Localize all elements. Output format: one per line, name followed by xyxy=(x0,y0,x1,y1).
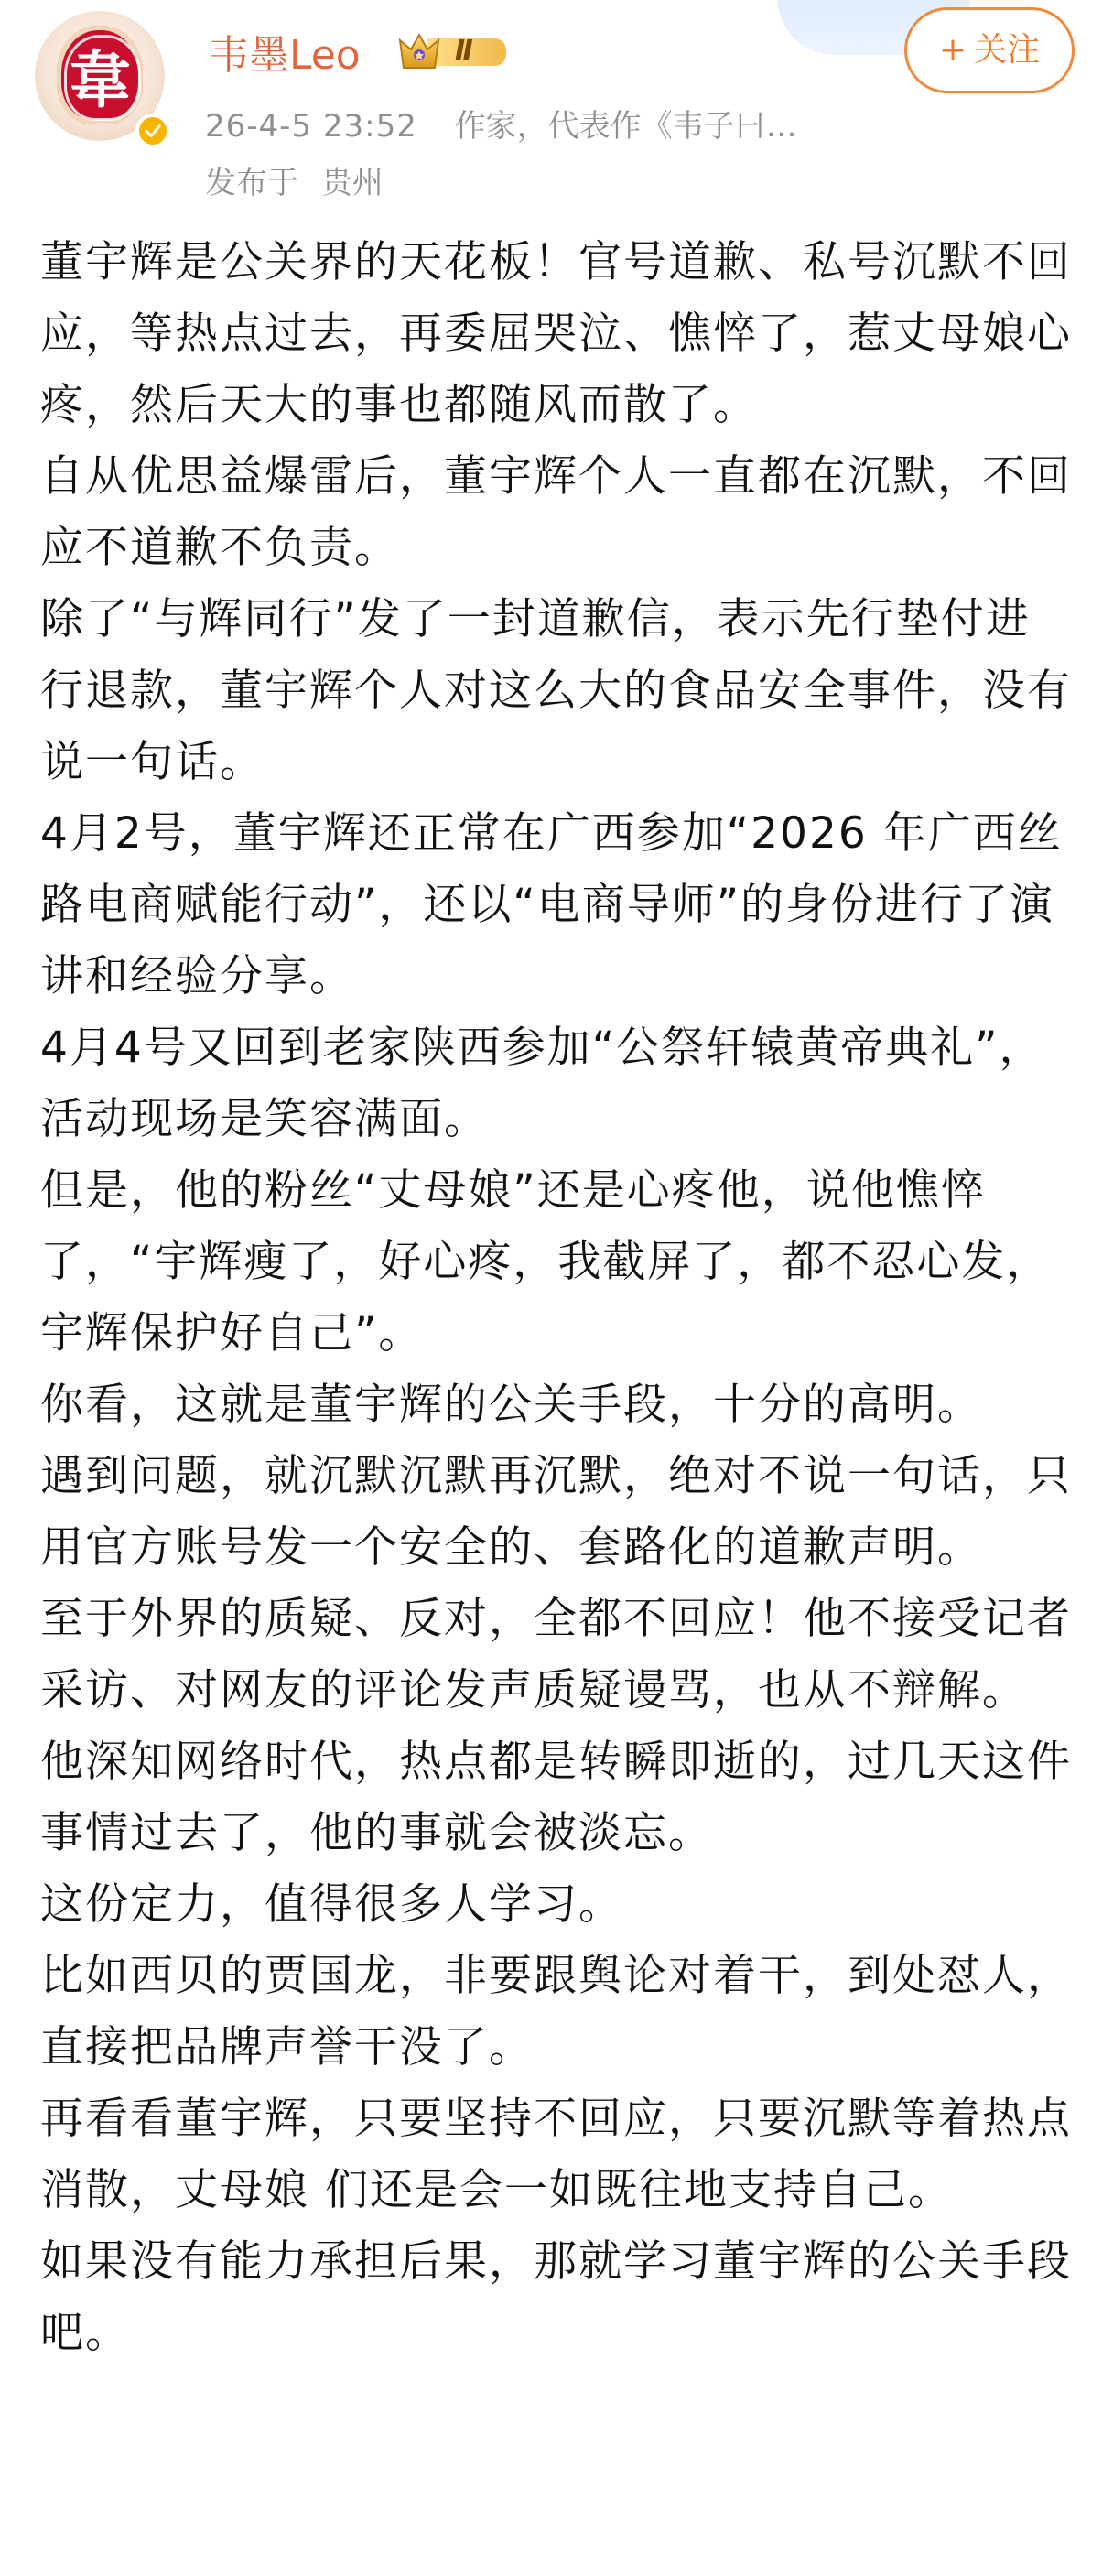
content-paragraph: 4月2号，董宇辉还正常在广西参加“2026 年广西丝路电商赋能行动”，还以“电商导师”的身份进行了演讲和经验分享。 xyxy=(40,808,1063,1001)
plus-icon: + xyxy=(938,31,967,69)
post-meta xyxy=(205,101,797,146)
content-paragraph: 至于外界的质疑、反对，全都不回应！他不接受记者采访、对网友的评论发声质疑谩骂，也从不辩解。 xyxy=(40,1594,1072,1716)
content-paragraph: 这份定力，值得很多人学习。 xyxy=(40,1879,623,1930)
rank-badge-label: Ⅱ xyxy=(455,35,473,67)
content-paragraph: 但是，他的粉丝“丈母娘”还是心疼他，说他憔悴了，“宇辉瘦了，好心疼，我截屏了，都不忍心发，宇辉保护好自己”。 xyxy=(40,1165,1052,1358)
location-place: 贵州 xyxy=(320,165,384,201)
content-paragraph: 你看，这就是董宇辉的公关手段，十分的高明。 xyxy=(40,1380,982,1430)
avatar-char: 韋 xyxy=(68,43,131,117)
post-time: 26-4-5 23:52 xyxy=(205,108,417,145)
post-header xyxy=(0,0,1113,211)
content-paragraph: 再看看董宇辉，只要坚持不回应，只要沉默等着热点消散，丈母娘 们还是会一如既往地支持自己。 xyxy=(40,2094,1072,2215)
location-prefix: 发布于 xyxy=(205,165,298,201)
author-name[interactable]: 韦墨Leo xyxy=(209,32,361,79)
content-paragraph: 自从优思益爆雷后，董宇辉个人一直都在沉默，不回应不道歉不负责。 xyxy=(40,451,1072,573)
verified-badge-icon xyxy=(135,114,170,148)
rank-badge-icon[interactable] xyxy=(391,26,512,79)
content-paragraph: 除了“与辉同行”发了一封道歉信，表示先行垫付进行退款，董宇辉个人对这么大的食品安全事件，没有说一句话。 xyxy=(40,594,1072,787)
follow-label: 关注 xyxy=(974,31,1041,69)
content-paragraph: 比如西贝的贾国龙，非要跟舆论对着干，到处怼人，直接把品牌声誉干没了。 xyxy=(40,1951,1072,2073)
content-paragraph: 遇到问题，就沉默沉默再沉默，绝对不说一句话，只用官方账号发一个安全的、套路化的道歉声明。 xyxy=(40,1451,1072,1573)
content-paragraph: 董宇辉是公关界的天花板！官号道歉、私号沉默不回应，等热点过去，再委屈哭泣、憔悴了，惹丈母娘心疼，然后天大的事也都随风而散了。 xyxy=(40,237,1072,430)
author-description: 作家，代表作《韦子曰… xyxy=(454,108,797,145)
post-location xyxy=(205,157,384,202)
content-paragraph: 如果没有能力承担后果，那就学习董宇辉的公关手段吧。 xyxy=(40,2236,1072,2358)
avatar[interactable] xyxy=(35,11,165,141)
content-paragraph: 4月4号又回到老家陕西参加“公祭轩辕黄帝典礼”，活动现场是笑容满面。 xyxy=(40,1023,1044,1144)
follow-button[interactable] xyxy=(904,7,1075,93)
post-content xyxy=(40,227,1075,2369)
content-paragraph: 他深知网络时代，热点都是转瞬即逝的，过几天这件事情过去了，他的事就会被淡忘。 xyxy=(40,1737,1072,1858)
